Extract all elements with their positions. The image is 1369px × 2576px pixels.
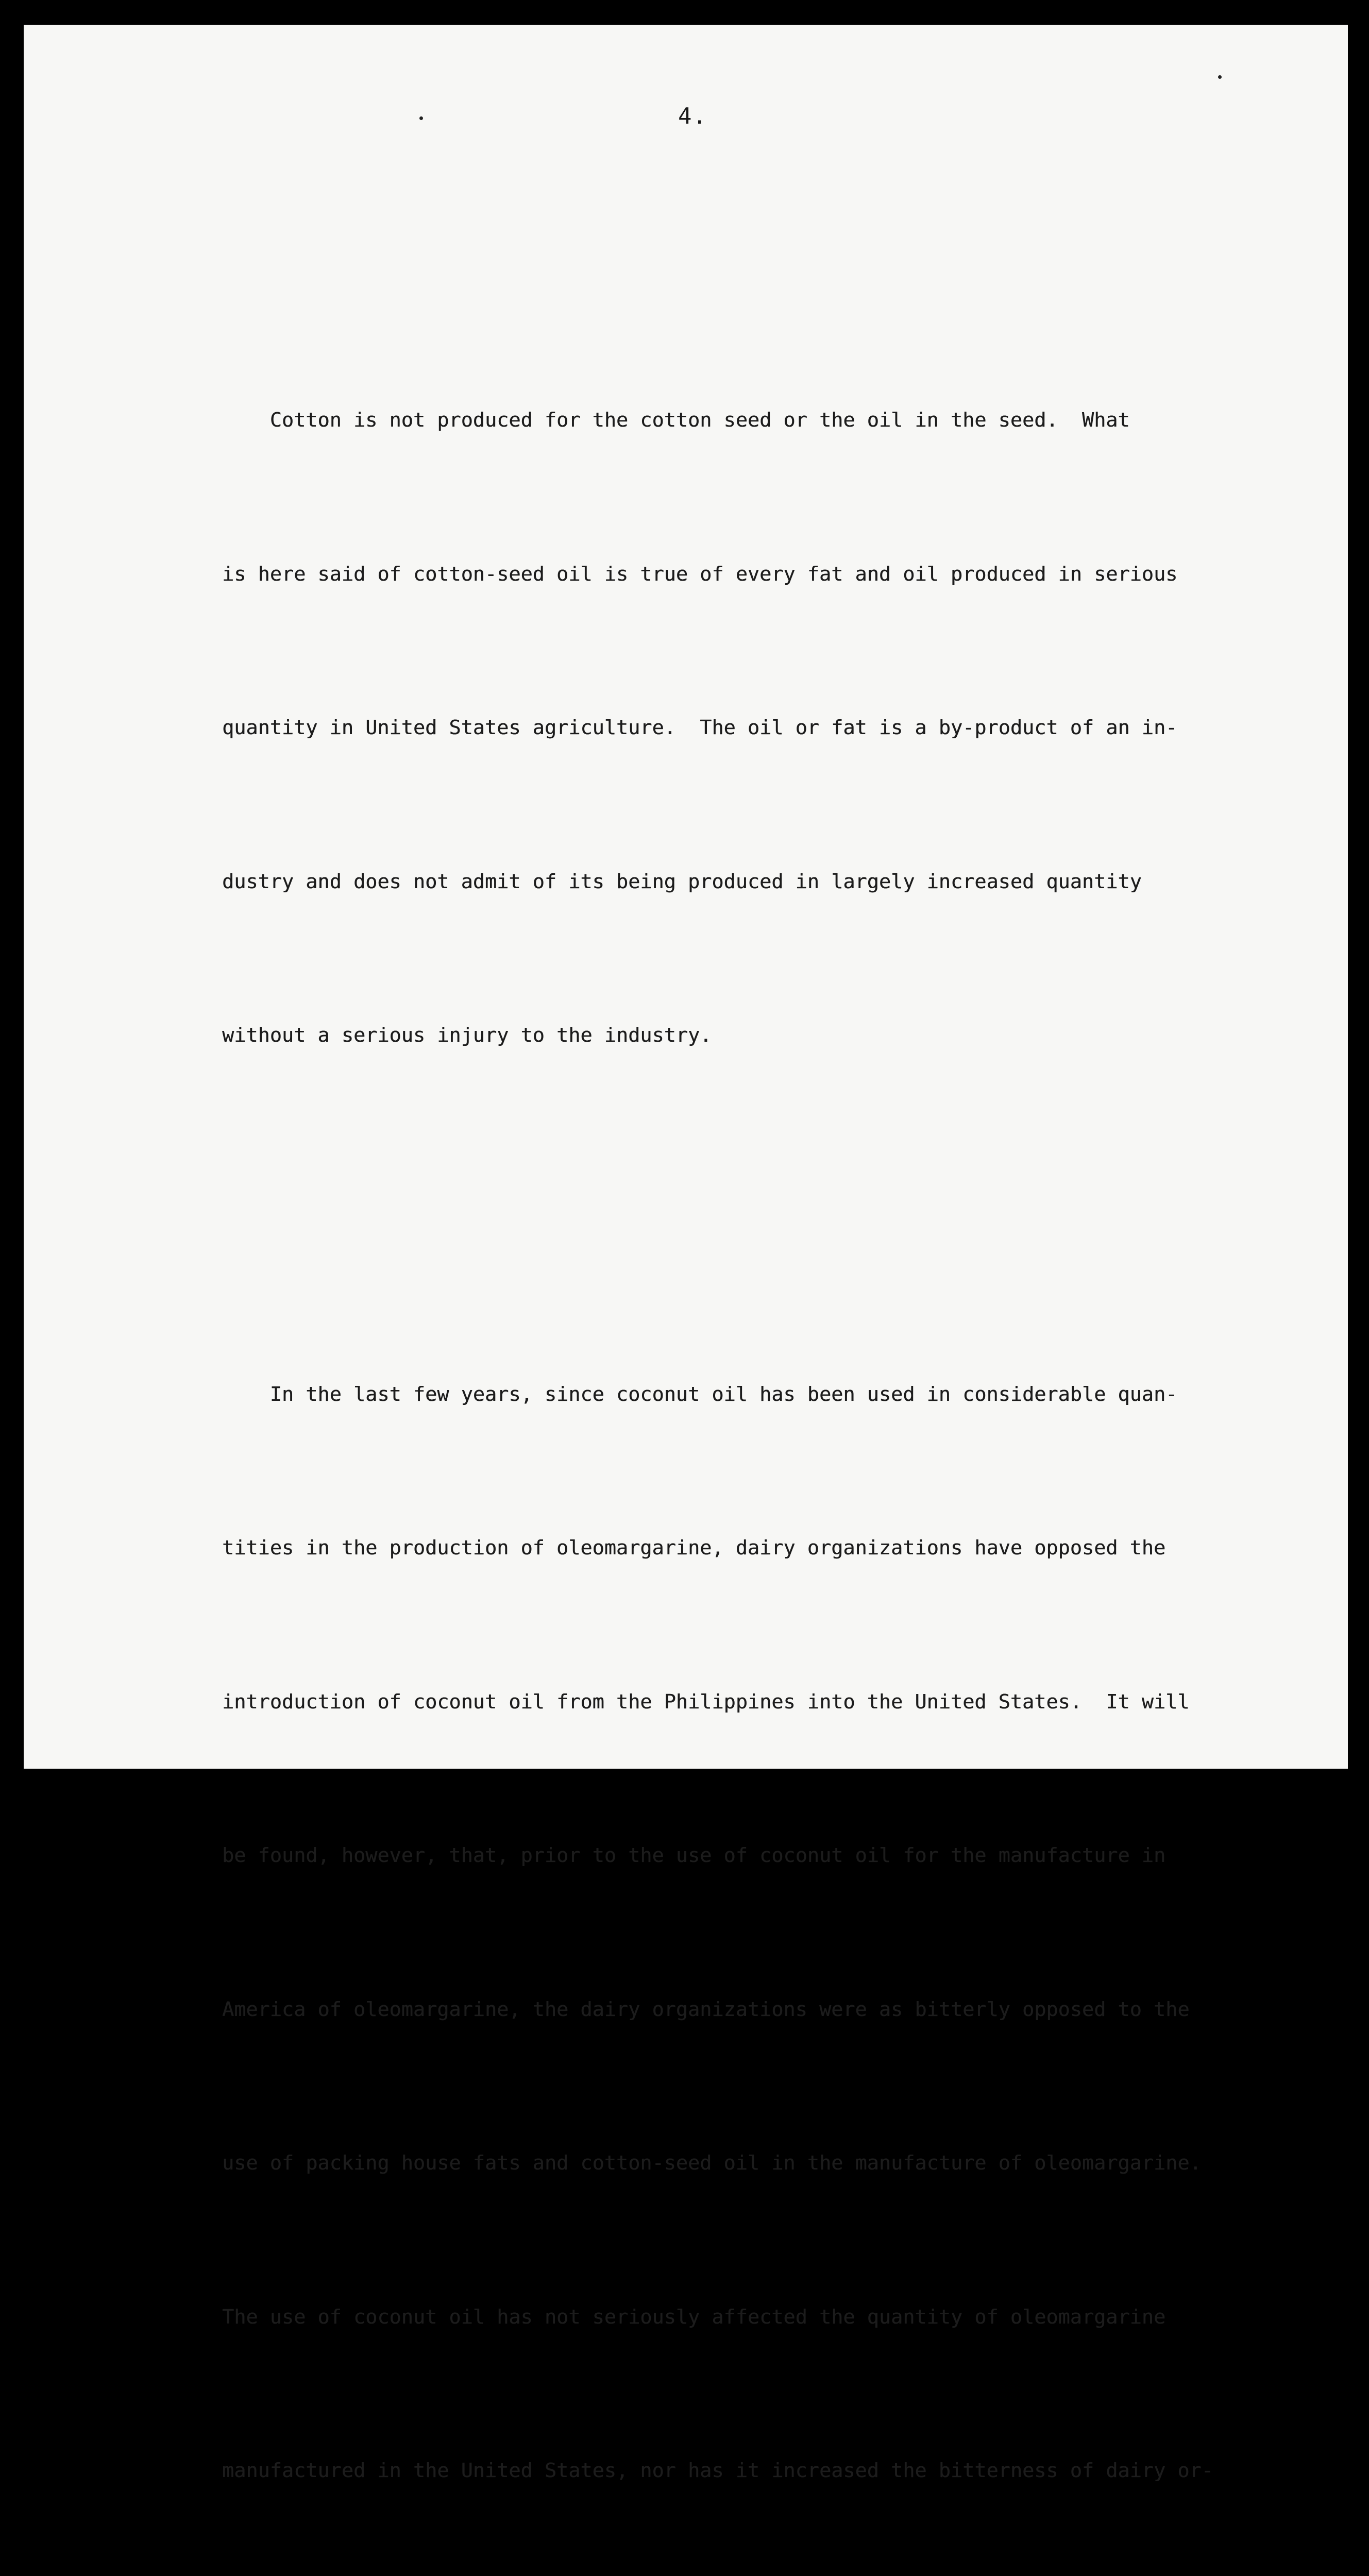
text-line: without a serious injury to the industry. <box>222 1010 1314 1061</box>
text-line: Cotton is not produced for the cotton seed or the oil in the seed. What <box>222 395 1314 446</box>
paragraph-1 <box>222 292 1314 1164</box>
page-number: 4. <box>678 103 781 129</box>
text-line: manufactured in the United States, nor has it increased the bitterness of dairy or- <box>222 2445 1314 2497</box>
text-line: The use of coconut oil has not seriously affected the quantity of oleomargarine <box>222 2292 1314 2343</box>
text-line: dustry and does not admit of its being produced in largely increased quantity <box>222 856 1314 908</box>
text-line: quantity in United States agriculture. The oil or fat is a by-product of an in- <box>222 702 1314 754</box>
text-line: be found, however, that, prior to the use of coconut oil for the manufacture in <box>222 1830 1314 1882</box>
document-body <box>222 190 1314 2576</box>
document-page <box>24 25 1348 1769</box>
paragraph-2 <box>222 1266 1314 2576</box>
text-line: America of oleomargarine, the dairy organizations were as bitterly opposed to the <box>222 1984 1314 2036</box>
text-line: introduction of coconut oil from the Philippines into the United States. It will <box>222 1676 1314 1728</box>
text-line: is here said of cotton-seed oil is true of every fat and oil produced in serious <box>222 549 1314 600</box>
text-line: use of packing house fats and cotton-seed oil in the manufacture of oleomargarine. <box>222 2138 1314 2189</box>
stray-ink-dot <box>1218 75 1222 79</box>
text-line: In the last few years, since coconut oil has been used in considerable quan- <box>222 1369 1314 1420</box>
stray-ink-dot <box>419 116 423 120</box>
text-line: tities in the production of oleomargarine, dairy organizations have opposed the <box>222 1522 1314 1574</box>
